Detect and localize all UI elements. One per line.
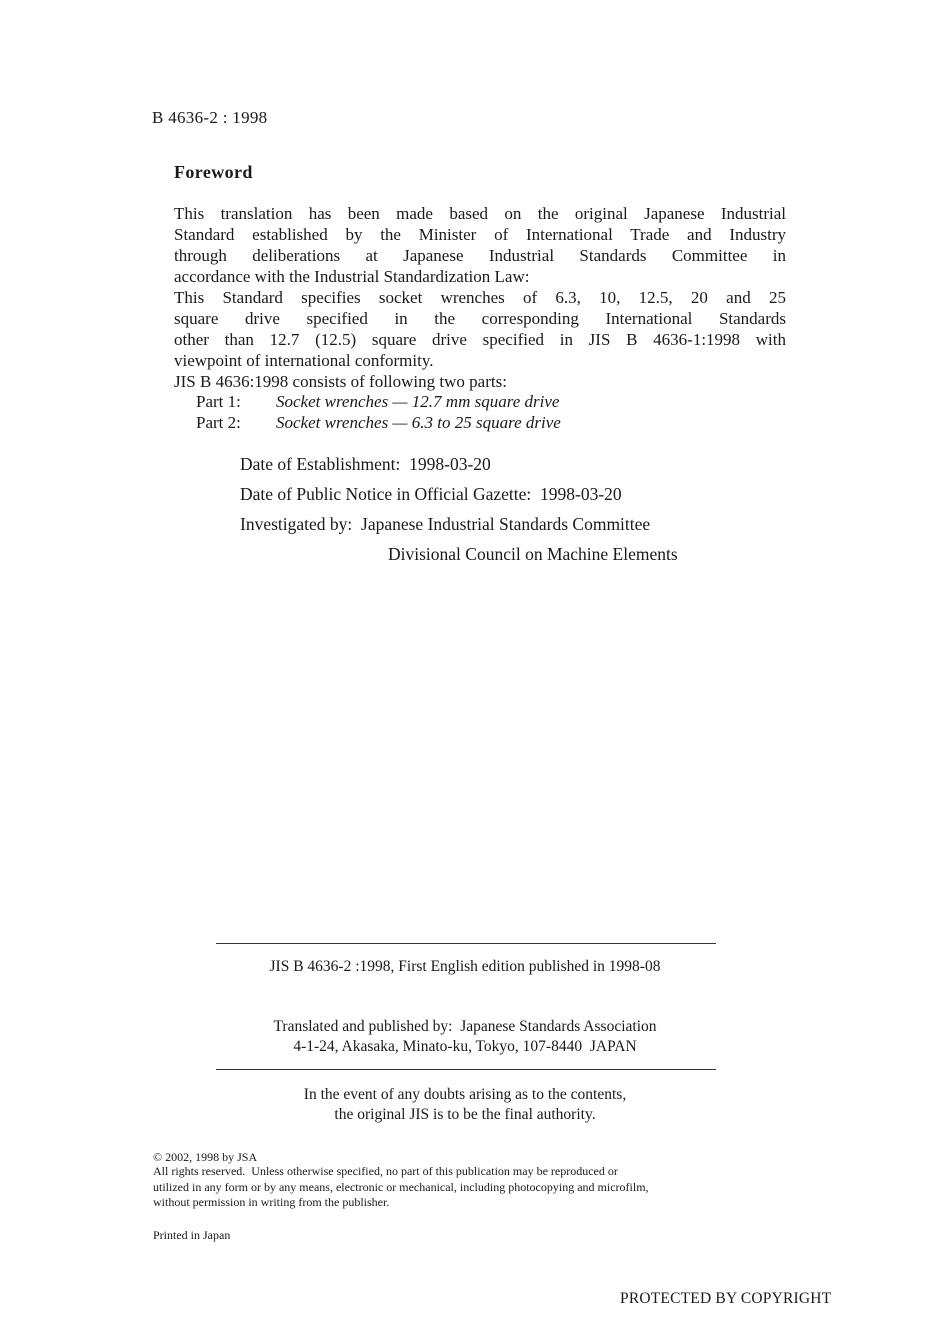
foreword-line: Standard established by the Minister of International Trade and Industry: [174, 225, 786, 244]
rights-line: All rights reserved. Unless otherwise specified, no part of this publication may be reproduced or: [153, 1164, 618, 1178]
rights-line: without permission in writing from the publisher.: [153, 1195, 390, 1209]
divider-top: [216, 943, 716, 944]
date-of-establishment: Date of Establishment: 1998-03-20: [240, 454, 491, 474]
divider-bottom: [216, 1069, 716, 1070]
authority-notice-line-1: In the event of any doubts arising as to the contents,: [303, 1086, 627, 1103]
foreword-line: square drive specified in the corresponding International Standards: [174, 309, 786, 328]
foreword-body: [174, 203, 786, 392]
authority-notice-line-2: the original JIS is to be the final authority.: [334, 1106, 596, 1123]
foreword-line: through deliberations at Japanese Industrial Standards Committee in: [174, 246, 786, 265]
part-title: Socket wrenches — 6.3 to 25 square drive: [276, 413, 561, 432]
date-of-public-notice: Date of Public Notice in Official Gazette: 1998-03-20: [240, 484, 622, 504]
foreword-line: accordance with the Industrial Standardization Law:: [174, 267, 530, 286]
foreword-line: This translation has been made based on the original Japanese Industrial: [174, 204, 786, 223]
part-label: Part 2:: [196, 413, 241, 432]
foreword-line: This Standard specifies socket wrenches of 6.3, 10, 12.5, 20 and 25: [174, 288, 786, 307]
rights-line: utilized in any form or by any means, electronic or mechanical, including photocopying and microfilm,: [153, 1179, 649, 1194]
divisional-council: Divisional Council on Machine Elements: [388, 544, 678, 564]
edition-statement: JIS B 4636-2 :1998, First English edition published in 1998-08: [269, 958, 661, 975]
translated-by: Translated and published by: Japanese Standards Association: [273, 1018, 657, 1035]
part-title: Socket wrenches — 12.7 mm square drive: [276, 392, 560, 411]
foreword-line: viewpoint of international conformity.: [174, 351, 434, 370]
copyright-watermark: PROTECTED BY COPYRIGHT: [620, 1290, 832, 1307]
foreword-heading: Foreword: [174, 162, 253, 182]
printed-in: Printed in Japan: [153, 1228, 231, 1242]
part-2-entry: [196, 412, 561, 433]
publisher-address: 4-1-24, Akasaka, Minato-ku, Tokyo, 107-8440 JAPAN: [293, 1038, 637, 1055]
part-1-entry: [196, 391, 559, 412]
foreword-line: other than 12.7 (12.5) square drive specified in JIS B 4636-1:1998 with: [174, 330, 786, 349]
investigated-by: Investigated by: Japanese Industrial Standards Committee: [240, 514, 651, 534]
document-code: B 4636-2 : 1998: [152, 108, 268, 127]
copyright-notice: © 2002, 1998 by JSA: [153, 1150, 258, 1164]
part-label: Part 1:: [196, 392, 241, 411]
foreword-line: JIS B 4636:1998 consists of following two parts:: [174, 372, 507, 391]
rights-statement: [153, 1164, 793, 1211]
